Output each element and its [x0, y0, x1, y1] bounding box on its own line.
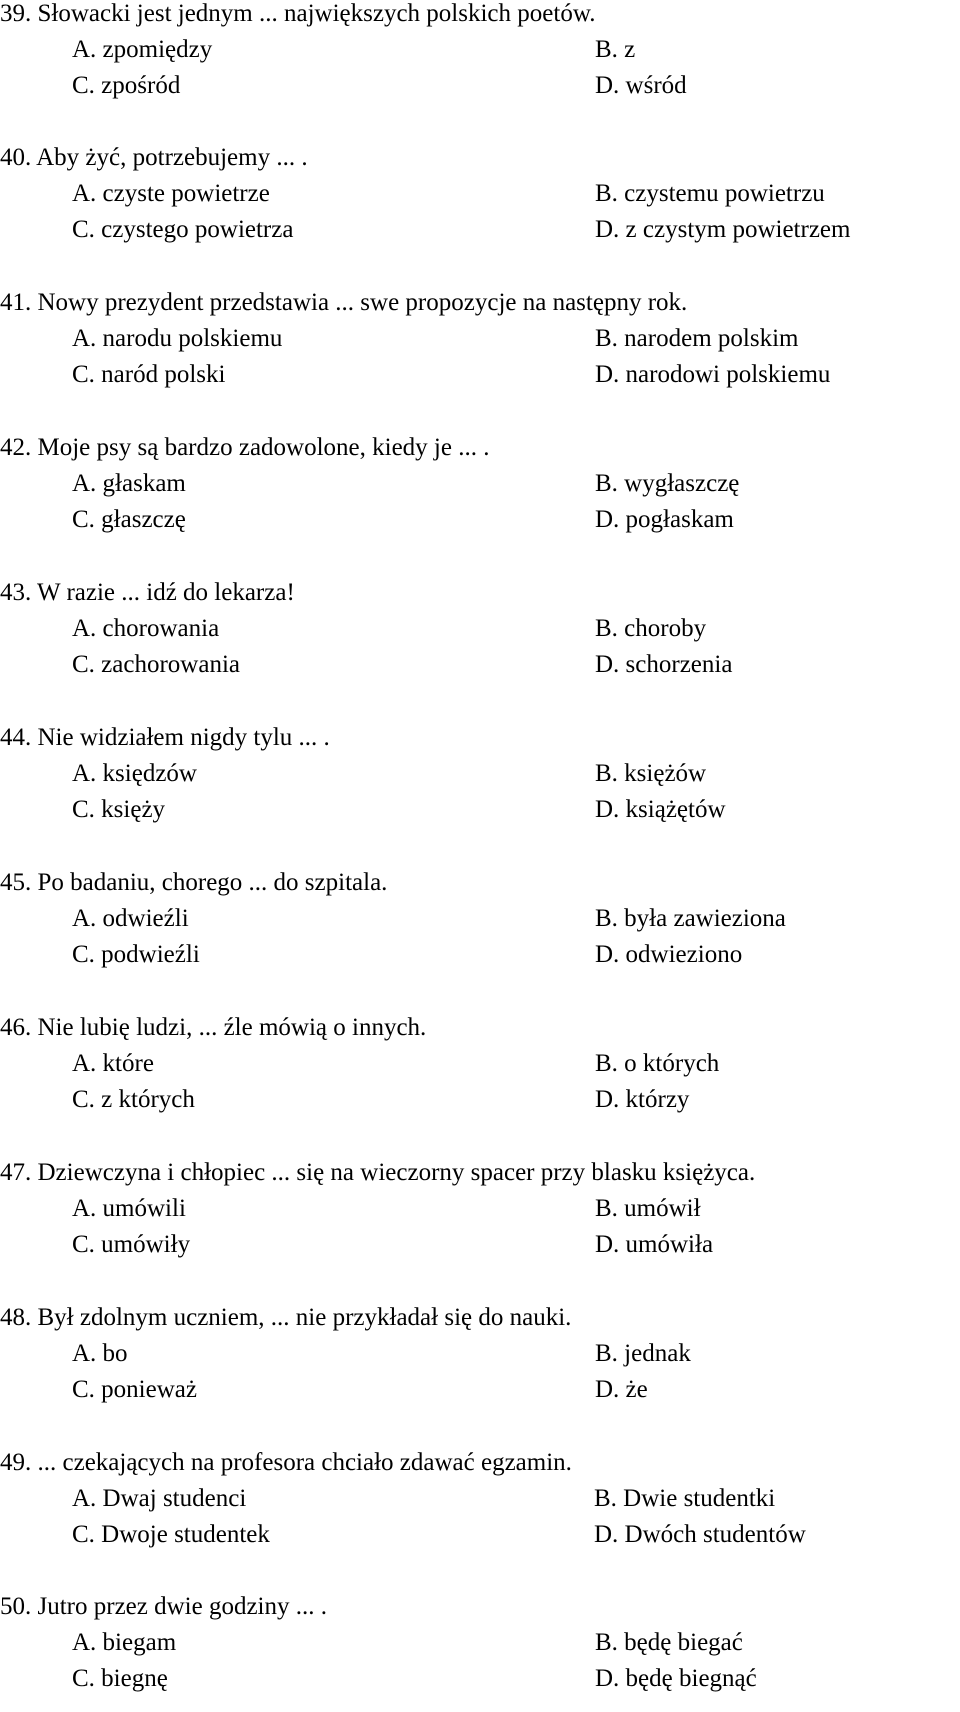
- question-stem: 50. Jutro przez dwie godziny ... .: [0, 1593, 328, 1620]
- question-49: [0, 1445, 960, 1557]
- question-46: [0, 1010, 960, 1122]
- option-a: A. odwieźli: [72, 905, 189, 932]
- option-b: B. jednak: [595, 1340, 691, 1367]
- question-stem: 46. Nie lubię ludzi, ... źle mówią o innych.: [0, 1014, 427, 1041]
- option-a: A. głaskam: [72, 470, 186, 497]
- option-d: D. wśród: [595, 72, 687, 99]
- option-a: A. umówili: [72, 1195, 186, 1222]
- question-stem: 48. Był zdolnym uczniem, ... nie przykładał się do nauki.: [0, 1304, 572, 1331]
- option-c: C. księży: [72, 796, 166, 823]
- option-a: A. które: [72, 1050, 154, 1077]
- option-c: C. naród polski: [72, 361, 226, 388]
- option-d: D. książętów: [595, 796, 726, 823]
- option-a: A. bo: [72, 1340, 128, 1367]
- question-45: [0, 865, 960, 977]
- question-42: [0, 430, 960, 542]
- question-47: [0, 1155, 960, 1267]
- option-b: B. księżów: [595, 760, 707, 787]
- option-a: A. Dwaj studenci: [72, 1485, 247, 1512]
- option-a: A. czyste powietrze: [72, 180, 270, 207]
- option-d: D. że: [595, 1376, 648, 1403]
- question-stem: 49. ... czekających na profesora chciało zdawać egzamin.: [0, 1449, 572, 1476]
- option-d: D. odwieziono: [595, 941, 743, 968]
- option-d: D. Dwóch studentów: [594, 1521, 806, 1548]
- question-43: [0, 575, 960, 687]
- option-c: C. z których: [72, 1086, 195, 1113]
- question-stem: 43. W razie ... idź do lekarza!: [0, 579, 295, 606]
- question-40: [0, 140, 960, 252]
- option-b: B. umówił: [595, 1195, 701, 1222]
- option-d: D. z czystym powietrzem: [595, 216, 851, 243]
- option-a: A. narodu polskiemu: [72, 325, 283, 352]
- question-41: [0, 285, 960, 397]
- question-39: [0, 0, 960, 108]
- question-44: [0, 720, 960, 832]
- option-b: B. narodem polskim: [595, 325, 799, 352]
- option-b: B. wygłaszczę: [595, 470, 740, 497]
- option-b: B. z: [595, 36, 636, 63]
- question-stem: 40. Aby żyć, potrzebujemy ... .: [0, 144, 308, 171]
- option-c: C. czystego powietrza: [72, 216, 294, 243]
- question-stem: 41. Nowy prezydent przedstawia ... swe propozycje na następny rok.: [0, 289, 688, 316]
- option-c: C. umówiły: [72, 1231, 191, 1258]
- option-c: C. podwieźli: [72, 941, 200, 968]
- option-c: C. zachorowania: [72, 651, 240, 678]
- option-d: D. schorzenia: [595, 651, 733, 678]
- option-d: D. którzy: [595, 1086, 690, 1113]
- question-48: [0, 1300, 960, 1412]
- option-b: B. czystemu powietrzu: [595, 180, 825, 207]
- option-c: C. ponieważ: [72, 1376, 197, 1403]
- option-b: B. choroby: [595, 615, 707, 642]
- option-d: D. będę biegnąć: [595, 1665, 757, 1692]
- option-b: B. była zawieziona: [595, 905, 786, 932]
- option-b: B. będę biegać: [595, 1629, 743, 1656]
- option-c: C. Dwoje studentek: [72, 1521, 270, 1548]
- option-d: D. pogłaskam: [595, 506, 734, 533]
- option-a: A. księdzów: [72, 760, 197, 787]
- question-stem: 44. Nie widziałem nigdy tylu ... .: [0, 724, 330, 751]
- question-stem: 39. Słowacki jest jednym ... największych polskich poetów.: [0, 0, 596, 27]
- question-stem: 47. Dziewczyna i chłopiec ... się na wieczorny spacer przy blasku księżyca.: [0, 1159, 756, 1186]
- option-c: C. zpośród: [72, 72, 181, 99]
- option-a: A. zpomiędzy: [72, 36, 213, 63]
- option-d: D. umówiła: [595, 1231, 714, 1258]
- question-stem: 42. Moje psy są bardzo zadowolone, kiedy je ... .: [0, 434, 490, 461]
- option-a: A. biegam: [72, 1629, 177, 1656]
- option-b: B. Dwie studentki: [594, 1485, 776, 1512]
- question-50: [0, 1589, 960, 1701]
- option-d: D. narodowi polskiemu: [595, 361, 831, 388]
- option-a: A. chorowania: [72, 615, 220, 642]
- option-c: C. biegnę: [72, 1665, 168, 1692]
- option-c: C. głaszczę: [72, 506, 186, 533]
- option-b: B. o których: [595, 1050, 720, 1077]
- question-stem: 45. Po badaniu, chorego ... do szpitala.: [0, 869, 388, 896]
